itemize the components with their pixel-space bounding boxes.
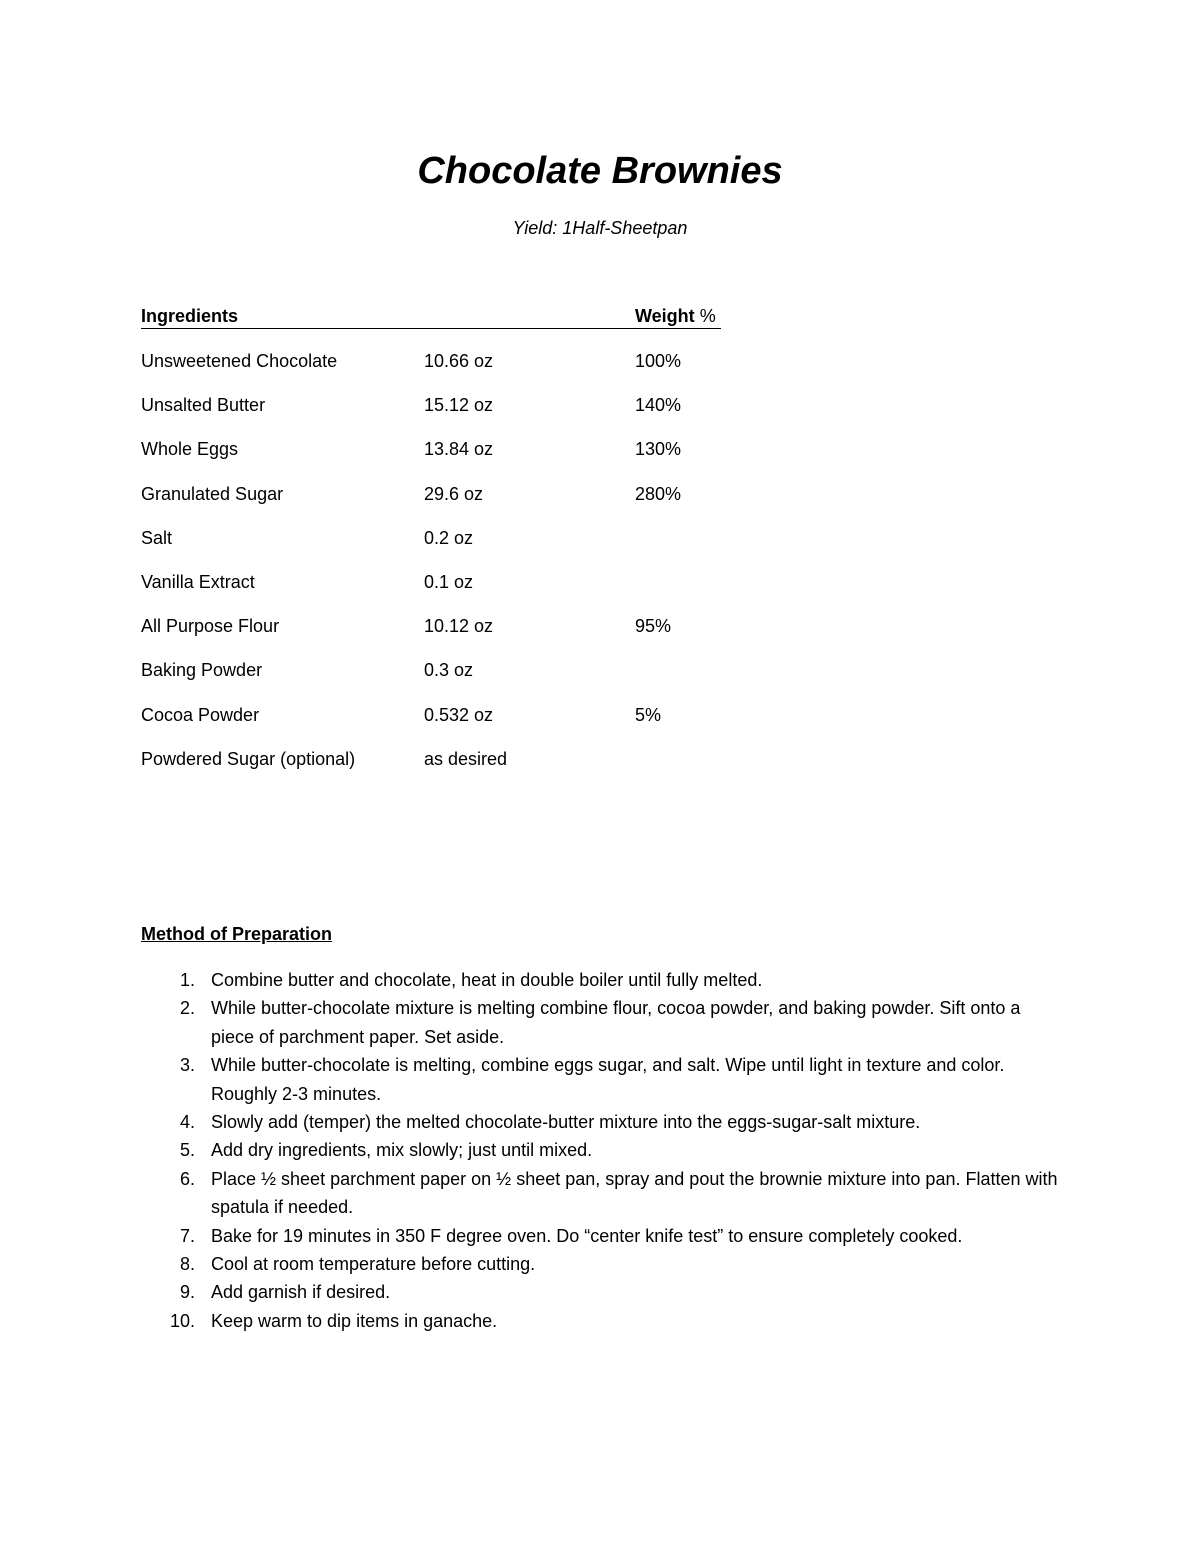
step-number: 9. — [179, 1282, 195, 1303]
step-text: Cool at room temperature before cutting. — [211, 1254, 536, 1275]
ingredient-row — [141, 703, 741, 747]
step-number: 1. — [179, 970, 195, 990]
ingredient-amount: 13.84 oz — [424, 439, 494, 460]
method-step — [141, 1136, 1061, 1164]
ingredient-percent: 5% — [635, 704, 662, 725]
ingredient-amount: 10.12 oz — [424, 616, 494, 637]
method-section — [141, 922, 1061, 1335]
step-text: Add dry ingredients, mix slowly; just until mixed. — [211, 1140, 593, 1161]
step-text: Add garnish if desired. — [211, 1282, 391, 1303]
ingredient-row — [141, 526, 741, 570]
step-number: 6. — [179, 1168, 195, 1189]
ingredient-name: Cocoa Powder — [141, 704, 260, 725]
ingredient-row — [141, 570, 741, 614]
method-step — [141, 1165, 1061, 1222]
step-number: 10. — [169, 1310, 195, 1331]
ingredient-percent: 130% — [635, 439, 682, 460]
step-number: 3. — [179, 1055, 195, 1076]
method-step — [141, 994, 1061, 1051]
ingredient-amount: 0.532 oz — [424, 704, 494, 725]
ingredient-row — [141, 349, 741, 393]
ingredient-amount: 0.1 oz — [424, 571, 474, 592]
yield-subtitle: Yield: 1Half-Sheetpan — [512, 218, 688, 238]
ingredient-name: Granulated Sugar — [141, 483, 284, 504]
ingredient-row — [141, 658, 741, 702]
step-text: Slowly add (temper) the melted chocolate-butter mixture into the eggs-sugar-salt mixture. — [211, 1112, 921, 1133]
ingredient-percent: 100% — [635, 351, 682, 371]
method-step — [141, 1307, 1061, 1335]
ingredients-table — [141, 304, 741, 791]
ingredient-row — [141, 437, 741, 481]
step-number: 5. — [179, 1140, 195, 1161]
step-text: While butter-chocolate mixture is melting combine flour, cocoa powder, and baking powder. Sift onto a piece of parchment paper. Set aside. — [211, 998, 1021, 1047]
weight-header-pct: % — [699, 306, 716, 326]
ingredient-name: Unsalted Butter — [141, 395, 266, 416]
method-step — [141, 1051, 1061, 1108]
weight-header — [635, 304, 716, 328]
method-step — [141, 1250, 1061, 1278]
step-text: Place ½ sheet parchment paper on ½ sheet pan, spray and pout the brownie mixture into pan. Flatten with spatula if needed. — [211, 1168, 1058, 1218]
method-step — [141, 1278, 1061, 1306]
step-number: 8. — [179, 1254, 195, 1275]
ingredient-row — [141, 393, 741, 437]
method-steps-list — [141, 966, 1061, 1335]
ingredient-amount: 0.3 oz — [424, 660, 474, 681]
weight-header-label: Weight — [635, 306, 695, 326]
ingredient-row — [141, 614, 741, 658]
ingredient-name: Powdered Sugar (optional) — [141, 748, 356, 769]
ingredient-amount: 10.66 oz — [424, 351, 494, 371]
ingredient-row — [141, 747, 741, 791]
ingredient-amount: 15.12 oz — [424, 395, 494, 416]
ingredient-amount: as desired — [424, 748, 508, 769]
ingredient-percent: 140% — [635, 395, 682, 416]
ingredient-amount: 0.2 oz — [424, 527, 474, 548]
ingredient-name: All Purpose Flour — [141, 616, 280, 637]
method-step — [141, 1108, 1061, 1136]
step-number: 7. — [179, 1225, 195, 1246]
step-number: 2. — [179, 998, 195, 1019]
ingredient-percent: 95% — [635, 616, 672, 637]
method-step — [141, 966, 1061, 994]
method-step — [141, 1222, 1061, 1250]
ingredients-header — [141, 304, 721, 329]
step-number: 4. — [179, 1112, 195, 1133]
ingredient-name: Unsweetened Chocolate — [141, 351, 338, 371]
step-text: While butter-chocolate is melting, combine eggs sugar, and salt. Wipe until light in texture and color. Roughly 2-3 minutes. — [211, 1055, 1005, 1104]
step-text: Keep warm to dip items in ganache. — [211, 1310, 498, 1331]
page-title: Chocolate Brownies — [417, 150, 783, 192]
ingredient-amount: 29.6 oz — [424, 483, 484, 504]
ingredient-name: Vanilla Extract — [141, 571, 255, 592]
ingredient-name: Whole Eggs — [141, 439, 239, 460]
ingredients-header-label: Ingredients — [141, 306, 239, 326]
ingredient-name: Salt — [141, 527, 173, 548]
step-text: Bake for 19 minutes in 350 F degree oven. Do “center knife test” to ensure completely cooked. — [211, 1225, 963, 1246]
ingredient-row — [141, 482, 741, 526]
step-text: Combine butter and chocolate, heat in double boiler until fully melted. — [211, 970, 763, 990]
ingredient-name: Baking Powder — [141, 660, 263, 681]
ingredient-percent: 280% — [635, 483, 682, 504]
method-heading: Method of Preparation — [141, 924, 333, 944]
